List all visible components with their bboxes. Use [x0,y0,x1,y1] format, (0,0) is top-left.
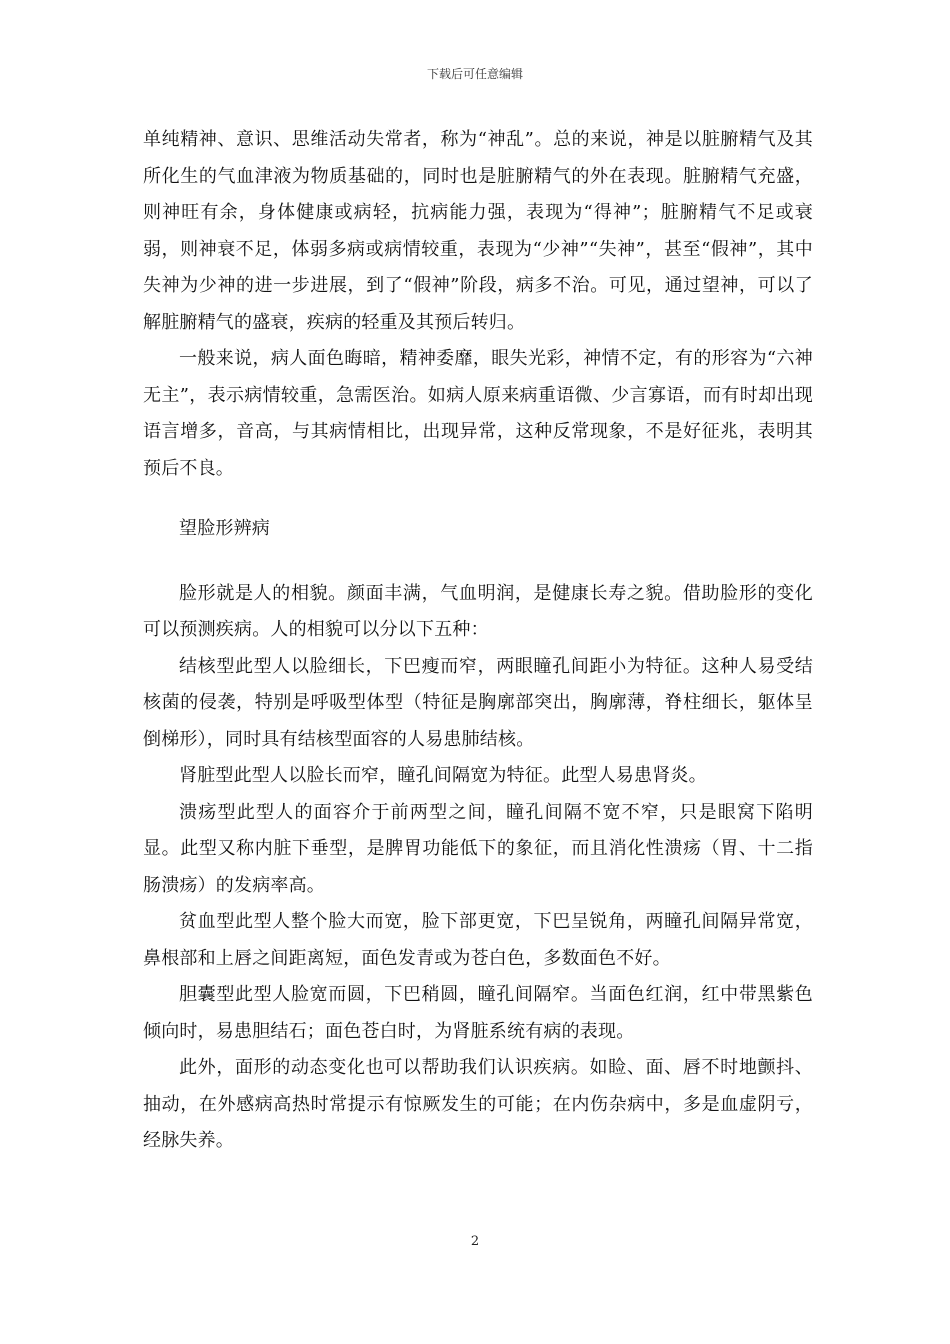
paragraph-face-shape-intro: 脸形就是人的相貌。颜面丰满，气血明润，是健康长寿之貌。借助脸形的变化可以预测疾病。人的相貌可以分以下五种： [143,582,813,640]
page-number: 2 [470,1234,480,1249]
page-header: 下载后可任意编辑 [426,67,523,81]
paragraph-anemia-type: 贫血型此型人整个脸大而宽，脸下部更宽，下巴呈锐角，两瞳孔间隔异常宽，鼻根部和上唇之间距离短，面色发青或为苍白色，多数面色不好。 [143,911,813,969]
paragraph-gallbladder-type: 胆囊型此型人脸宽而圆，下巴稍圆，瞳孔间隔窄。当面色红润，红中带黑紫色倾向时，易患胆结石；面色苍白时，为肾脏系统有病的表现。 [143,984,813,1042]
paragraph-dynamic-changes: 此外，面形的动态变化也可以帮助我们认识疾病。如睑、面、唇不时地颤抖、抽动，在外感病高热时常提示有惊厥发生的可能；在内伤杂病中，多是血虚阴亏，经脉失养。 [143,1057,813,1151]
paragraph-tuberculosis-type: 结核型此型人以脸细长，下巴瘦而窄，两眼瞳孔间距小为特征。这种人易受结核菌的侵袭，特别是呼吸型体型（特征是胸廓部突出，胸廓薄，脊柱细长，躯体呈倒梯形），同时具有结核型面容的人易患肺结核。 [143,655,813,750]
paragraph-ulcer-type: 溃疡型此型人的面容介于前两型之间，瞳孔间隔不宽不窄，只是眼窝下陷明显。此型又称内脏下垂型，是脾胃功能低下的象征，而且消化性溃疡（胃、十二指肠溃疡）的发病率高。 [143,801,813,896]
document-body [143,122,813,1160]
paragraph-kidney-type: 肾脏型此型人以脸长而窄，瞳孔间隔宽为特征。此型人易患肾炎。 [179,765,707,786]
section-heading: 望脸形辨病 [179,518,270,539]
paragraph-patient-spirit: 一般来说，病人面色晦暗，精神委靡，眼失光彩，神情不定，有的形容为“六神无主”，表示病情较重，急需医治。如病人原来病重语微、少言寡语，而有时却出现语言增多，音高，与其病情相比，出现异常，这种反常现象，不是好征兆，表明其预后不良。 [143,348,813,479]
paragraph-shen-luan: 单纯精神、意识、思维活动失常者，称为“神乱”。总的来说，神是以脏腑精气及其所化生的气血津液为物质基础的，同时也是脏腑精气的外在表现。脏腑精气充盛，则神旺有余，身体健康或病轻，抗病能力强，表现为“得神”；脏腑精气不足或衰弱，则神衰不足，体弱多病或病情较重，表现为“少神”“失神”，甚至“假神”，其中失神为少神的进一步进展，到了“假神”阶段，病多不治。可见，通过望神，可以了解脏腑精气的盛衰，疾病的轻重及其预后转归。 [143,129,813,333]
